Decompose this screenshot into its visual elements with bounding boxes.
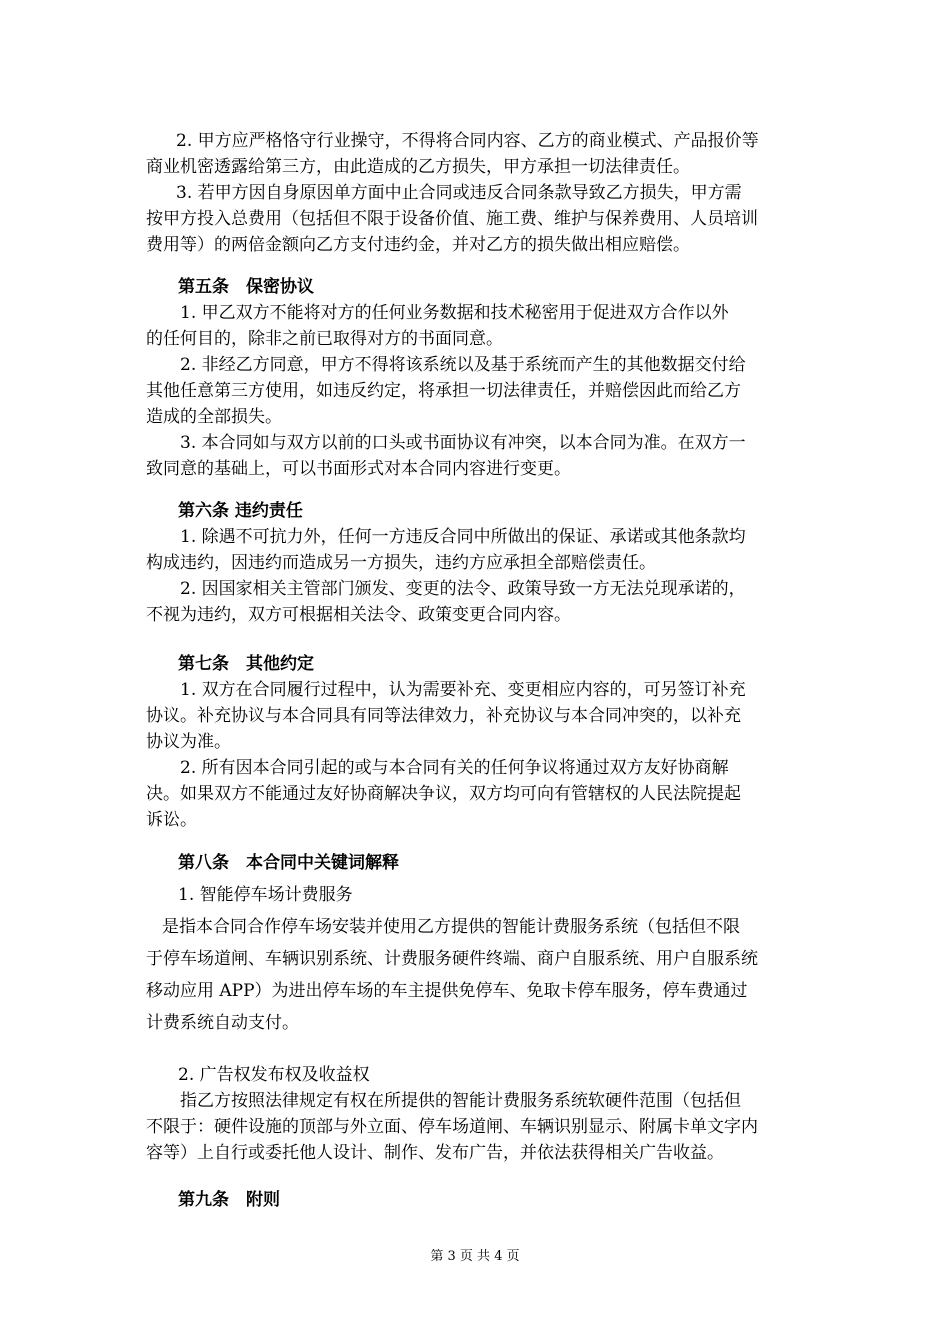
text-line: 移动应用 APP）为进出停车场的车主提供免停车、免取卡停车服务，停车费通过 (146, 981, 748, 1001)
text-line: 1. 除遇不可抗力外，任何一方违反合同中所做出的保证、承诺或其他条款均 (180, 527, 746, 547)
section-heading: 第六条 违约责任 (178, 501, 303, 521)
text-line: 容等）上自行或委托他人设计、制作、发布广告，并依法获得相关广告收益。 (146, 1143, 724, 1163)
text-line: 商业机密透露给第三方，由此造成的乙方损失，甲方承担一切法律责任。 (146, 157, 690, 177)
text-line: 1. 双方在合同履行过程中，认为需要补充、变更相应内容的，可另签订补充 (180, 680, 746, 700)
text-line: 其他任意第三方使用，如违反约定，将承担一切法律责任，并赔偿因此而给乙方 (146, 381, 741, 401)
text-line: 2. 广告权发布权及收益权 (178, 1065, 370, 1085)
text-line: 2. 甲方应严格恪守行业操守，不得将合同内容、乙方的商业模式、产品报价等 (176, 131, 759, 151)
text-line: 构成违约，因违约而造成另一方损失，违约方应承担全部赔偿责任。 (146, 553, 656, 573)
text-line: 1. 智能停车场计费服务 (178, 885, 353, 905)
text-line: 不视为违约，双方可根据相关法令、政策变更合同内容。 (146, 605, 571, 625)
text-line: 诉讼。 (146, 810, 197, 830)
text-line: 致同意的基础上，可以书面形式对本合同内容进行变更。 (146, 459, 571, 479)
text-line: 协议。补充协议与本合同具有同等法律效力，补充协议与本合同冲突的，以补充 (146, 706, 741, 726)
section-heading: 第七条 其他约定 (178, 654, 314, 674)
text-line: 的任何目的，除非之前已取得对方的书面同意。 (146, 329, 503, 349)
text-line: 是指本合同合作停车场安装并使用乙方提供的智能计费服务系统（包括但不限 (162, 917, 740, 937)
text-line: 费用等）的两倍金额向乙方支付违约金，并对乙方的损失做出相应赔偿。 (146, 235, 690, 255)
text-line: 不限于：硬件设施的顶部与外立面、停车场道闸、车辆识别显示、附属卡单文字内 (146, 1117, 758, 1137)
section-heading: 第八条 本合同中关键词解释 (178, 853, 399, 873)
text-line: 2. 因国家相关主管部门颁发、变更的法令、政策导致一方无法兑现承诺的， (180, 579, 746, 599)
page-footer: 第 3 页 共 4 页 (430, 1249, 520, 1264)
text-line: 1. 甲乙双方不能将对方的任何业务数据和技术秘密用于促进双方合作以外 (180, 303, 729, 323)
text-line: 3. 本合同如与双方以前的口头或书面协议有冲突，以本合同为准。在双方一 (180, 433, 746, 453)
text-line: 指乙方按照法律规定有权在所提供的智能计费服务系统软硬件范围（包括但 (180, 1091, 741, 1111)
text-line: 协议为准。 (146, 732, 231, 752)
text-line: 3. 若甲方因自身原因单方面中止合同或违反合同条款导致乙方损失，甲方需 (176, 183, 742, 203)
section-heading: 第五条 保密协议 (178, 277, 314, 297)
text-line: 2. 所有因本合同引起的或与本合同有关的任何争议将通过双方友好协商解 (180, 758, 729, 778)
text-line: 按甲方投入总费用（包括但不限于设备价值、施工费、维护与保养费用、人员培训 (146, 209, 758, 229)
text-line: 造成的全部损失。 (146, 407, 282, 427)
text-line: 于停车场道闸、车辆识别系统、计费服务硬件终端、商户自服系统、用户自服系统 (146, 949, 758, 969)
text-line: 计费系统自动支付。 (146, 1013, 299, 1033)
text-line: 决。如果双方不能通过友好协商解决争议，双方均可向有管辖权的人民法院提起 (146, 784, 741, 804)
text-line: 2. 非经乙方同意，甲方不得将该系统以及基于系统而产生的其他数据交付给 (180, 355, 746, 375)
section-heading: 第九条 附则 (178, 1190, 280, 1210)
